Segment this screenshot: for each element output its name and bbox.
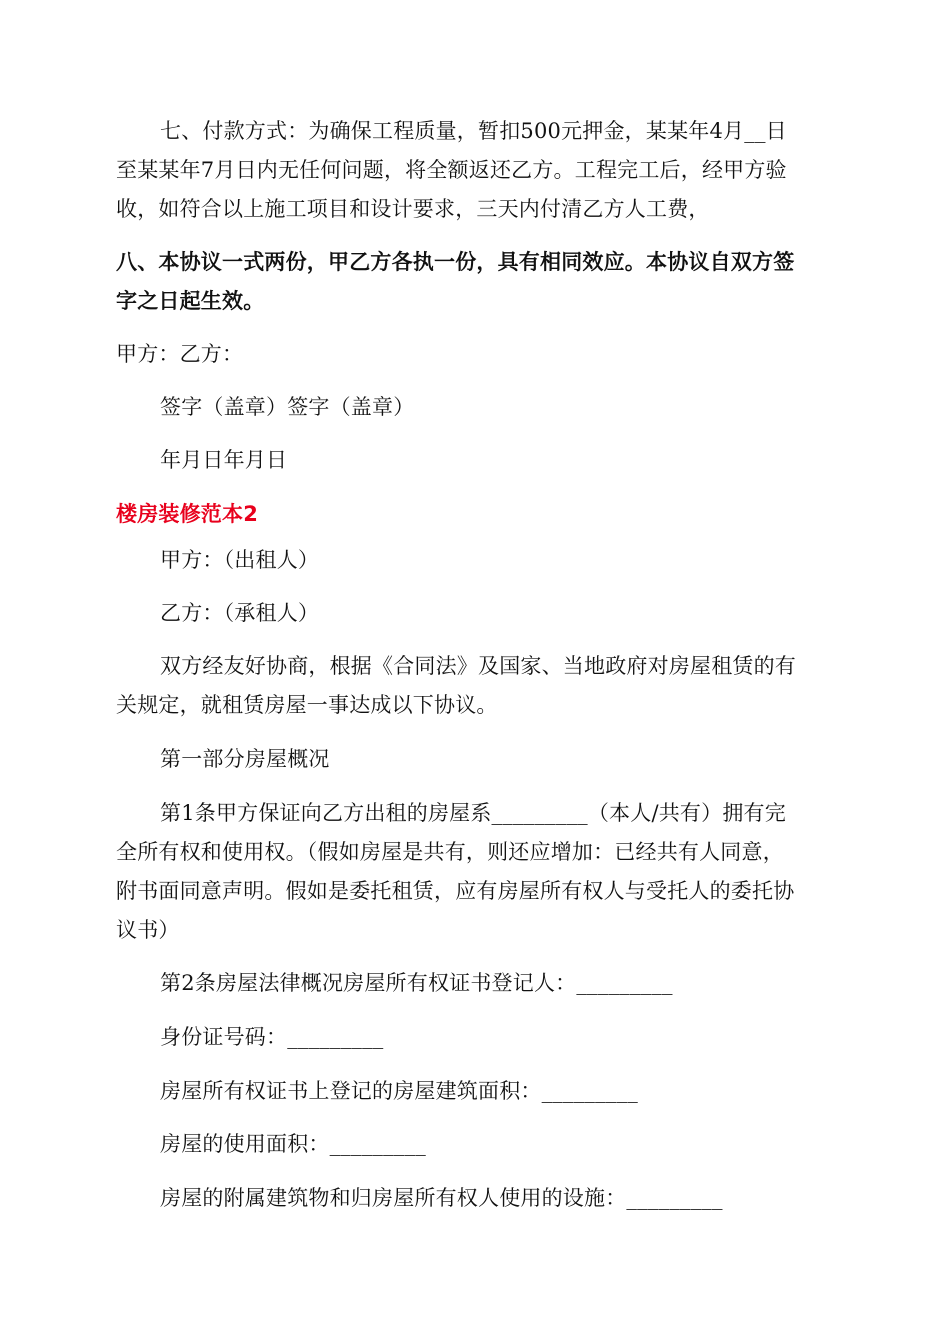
building-area-line: 房屋所有权证书上登记的房屋建筑面积：_________ [160,1079,638,1103]
id-number-line: 身份证号码：_________ [160,1025,384,1049]
date-line: 年月日年月日 [160,448,288,472]
party-a-lessor: 甲方：（出租人） [160,548,320,572]
clause-7-line-1: 七、付款方式：为确保工程质量，暂扣500元押金，某某年4月__日 [160,119,787,143]
intro-line-2: 关规定，就租赁房屋一事达成以下协议。 [116,693,498,717]
parties-line: 甲方：乙方： [116,342,244,366]
clause-8-line-2: 字之日起生效。 [116,289,265,313]
signature-line: 签字（盖章）签字（盖章） [160,395,415,419]
intro-line-1: 双方经友好协商，根据《合同法》及国家、当地政府对房屋租赁的有 [160,654,796,678]
clause-8-line-1: 八、本协议一式两份，甲乙方各执一份，具有相同效应。本协议自双方签 [116,250,795,274]
clause-7-line-3: 收，如符合以上施工项目和设计要求，三天内付清乙方人工费， [116,197,710,221]
section-2-title: 楼房装修范本2 [116,502,259,526]
party-b-lessee: 乙方：（承租人） [160,601,320,625]
article-1-line-4: 议书） [116,918,180,942]
article-1-line-2: 全所有权和使用权。（假如房屋是共有，则还应增加：已经共有人同意， [116,840,784,864]
usable-area-line: 房屋的使用面积：_________ [160,1132,426,1156]
clause-7-line-2: 至某某年7月日内无任何问题，将全额返还乙方。工程完工后，经甲方验 [116,158,787,182]
facilities-line: 房屋的附属建筑物和归房屋所有权人使用的设施：_________ [160,1186,723,1210]
article-1-line-3: 附书面同意声明。假如是委托租赁，应有房屋所有权人与受托人的委托协 [116,879,795,903]
part-1-title: 第一部分房屋概况 [160,747,330,771]
article-2-line: 第2条房屋法律概况房屋所有权证书登记人：_________ [160,971,673,995]
article-1-line-1: 第1条甲方保证向乙方出租的房屋系_________（本人/共有）拥有完 [160,801,786,825]
